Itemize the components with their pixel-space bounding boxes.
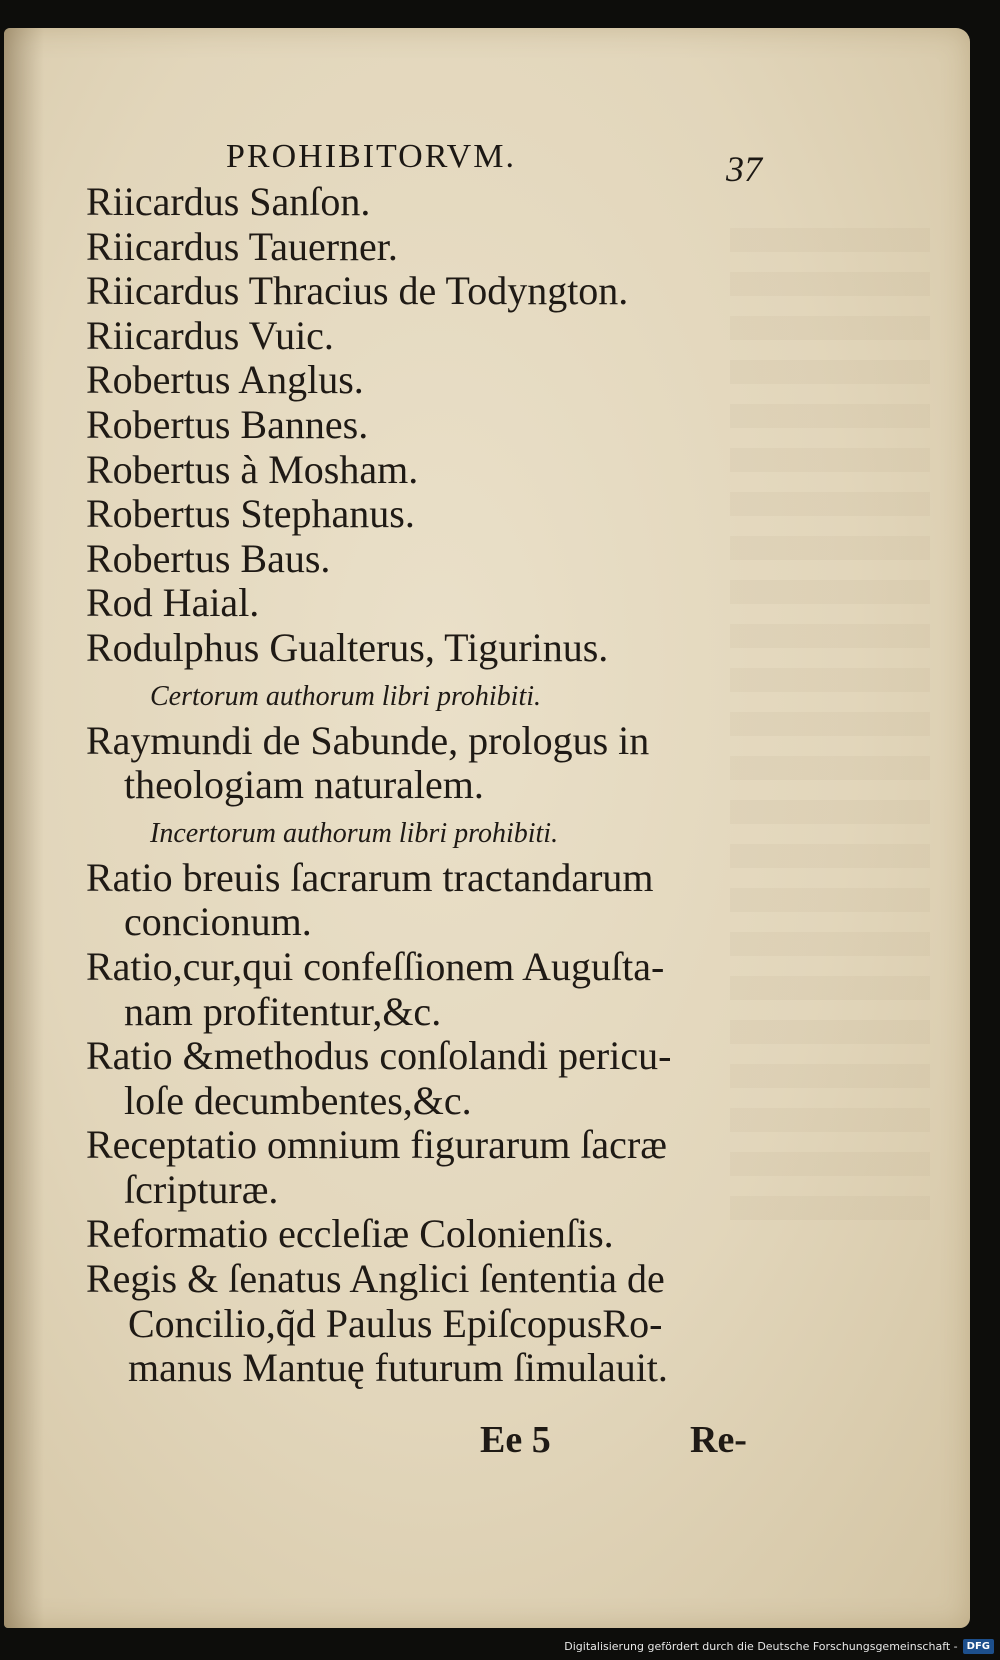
credit-text: Digitalisierung gefördert durch die Deutsche Forschungsgemeinschaft - <box>564 1639 958 1653</box>
entry: Raymundi de Sabunde, prologus in <box>86 717 650 763</box>
section-heading: Certorum authorum libri prohibiti. <box>150 680 542 712</box>
signature-mark: Ee 5 <box>480 1419 551 1461</box>
text-block <box>86 180 766 1391</box>
entry-continuation: loſe decumbentes,&c. <box>124 1077 472 1123</box>
catchword: Re- <box>690 1419 747 1461</box>
entry-continuation: ſcripturæ. <box>124 1166 279 1212</box>
page-footer <box>4 1418 970 1468</box>
section-heading: Incertorum authorum libri prohibiti. <box>150 817 559 849</box>
digitization-credit <box>564 1636 994 1656</box>
entry: Ratio,cur,qui confeſſionem Auguſta- <box>86 943 665 989</box>
book-page <box>4 28 970 1628</box>
entry: Ratio &methodus conſolandi pericu- <box>86 1033 672 1079</box>
entry: Riicardus Tauerner. <box>86 223 398 269</box>
entry-continuation: Concilio,q̃d Paulus EpiſcopusRo- <box>128 1300 663 1346</box>
entry-continuation: theologiam naturalem. <box>124 762 484 808</box>
entry-continuation: manus Mantuę futurum ſimulauit. <box>128 1345 668 1391</box>
entry: Ratio breuis ſacrarum tractandarum <box>86 854 654 900</box>
entry: Receptatio omnium figurarum ſacræ <box>86 1122 667 1168</box>
entry: Rod Haial. <box>86 580 260 626</box>
entry: Robertus Anglus. <box>86 357 364 403</box>
entry: Robertus à Mosham. <box>86 446 419 492</box>
dfg-logo: DFG <box>963 1639 994 1654</box>
entry: Riicardus Sanſon. <box>86 179 371 224</box>
entry-continuation: concionum. <box>124 899 312 945</box>
page-header <box>4 110 970 189</box>
entry: Reformatio eccleſiæ Colonienſis. <box>86 1211 614 1257</box>
entry: Regis & ſenatus Anglici ſententia de <box>86 1256 665 1302</box>
entry-continuation: nam profitentur,&c. <box>124 988 442 1034</box>
page-number: 37 <box>726 149 762 189</box>
entry: Rodulphus Gualterus, Tigurinus. <box>86 624 609 670</box>
running-head: PROHIBITORVM. <box>226 138 516 175</box>
entry: Riicardus Thracius de Todyngton. <box>86 268 629 314</box>
entry: Robertus Stephanus. <box>86 491 415 537</box>
entry: Robertus Baus. <box>86 535 331 581</box>
entry: Robertus Bannes. <box>86 401 369 447</box>
entry: Riicardus Vuic. <box>86 312 334 358</box>
